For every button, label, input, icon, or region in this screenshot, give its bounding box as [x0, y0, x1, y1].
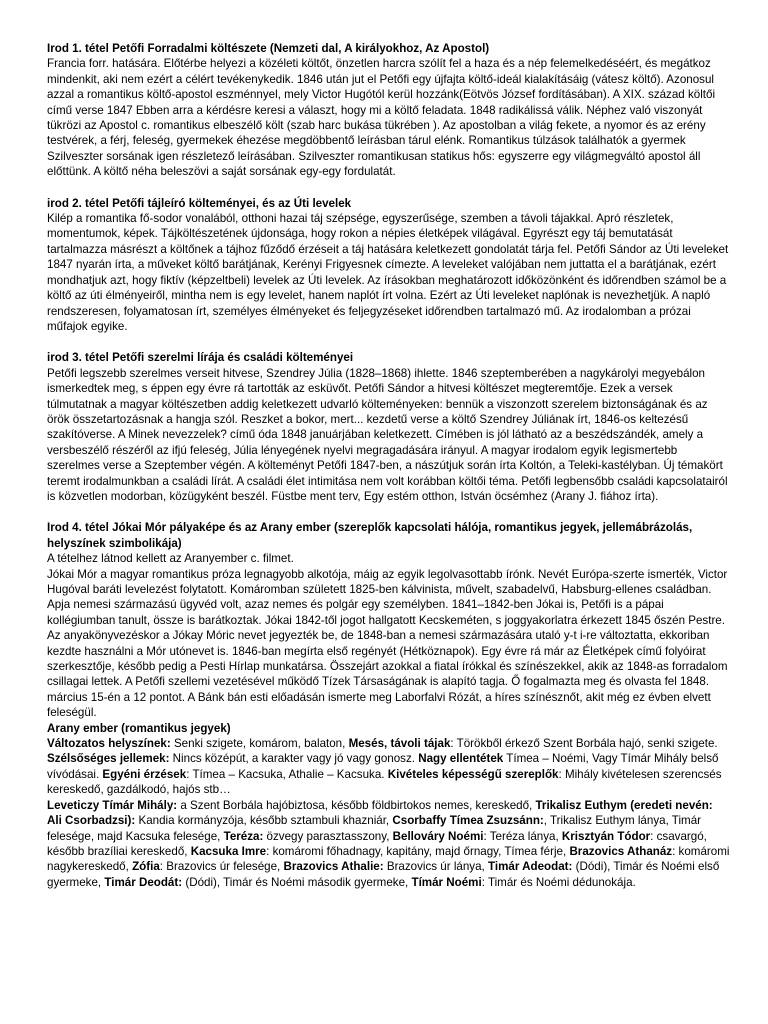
- character-name: Leveticzy Tímár Mihály:: [47, 798, 178, 812]
- section-title: Irod 1. tétel Petőfi Forradalmi költészete (Nemzeti dal, A királyokhoz, Az Apostol): [47, 42, 490, 55]
- section-body: Kilép a romantika fő-sodor vonalából, otthoni hazai táj szépsége, egyszerűsége, szemben a távoli tájakkal. Apró részletek, momentumok, képek. Tájköltészetének újdonsága, hogy rokon a népies életképek világával. Egyrészt egy táj bemutatását tartalmazza másrészt a költőnek a tájhoz fűződő érzéseit a táj hatására keletkezett gondolatát tárja fel. Petőfi Sándor az Úti leveleket 1847 nyarán írta, a műveket költő barátjának, Kerényi Frigyesnek címezte. A leveleket valójában nem juttatta el a barátjának, ezért mondhatjuk azt, hogy fiktív (képzeltbeli) levelek az Úti levelek. Az írásokban meghatározott időközönként és időrendben számol be a költő az úti élményeiről, mintha nem is egy levelet, hanem naplót írt volna. Ezért az Úti leveleket naplónak is nevezhetjük. A napló rendszeresen, folyamatosan írt, személyes élményeket és feljegyzéseket időrendben tartalmazó mű. Az irodalomban a prózai műfajok egyike.: [47, 212, 729, 333]
- character-desc: a Szent Borbála hajóbiztosa, később földbirtokos nemes, kereskedő,: [177, 798, 536, 812]
- section-body: Francia forr. hatására. Előtérbe helyezi a közéleti költőt, önzetlen harcra szólít fel a haza és a nép felemelkedéséért, és megátkoz mindenkit, aki nem ezért a célért tevékenykedik. 1846 után jut el Petőfi egy újfajta költő-ideál kialakításáig (vátesz költő). Azonosul azzal a romantikus költő-apostol eszménnyel, mely Victor Hugótól kerül hozzánk(Eötvös József fordításában). A XIX. század költői című verse 1847 Ebben arra a kérdésre keresi a választ, hogy mi a költő feladata. 1848 radikálissá válik. Néphez való viszonyát tükrözi az Apostol c. romantikus elbeszélő költ (szab harc bukása tükrében ). Az apostolban a világ fekete, a nyomor és az erény testvérek, a férj, feleség, gyermekek éhezése megdöbbentő leírásban tárul elénk. Romantikus túlzások találhatók a gyermek Szilveszter sorsának igen részletező leírásában. Szilveszter romantikusan statikus hős: egyszerre egy világmegváltó apostol áll előttünk. A költő néha beleszövi a saját sorsának egy-egy fordulatát.: [47, 57, 716, 179]
- characters-paragraph: [47, 798, 730, 890]
- character-desc: (Dódi), Timár és Noémi első gyermeke,: [47, 860, 720, 889]
- character-desc: : komáromi főhadnagy, kapitány, majd őrnagy, Tímea férje,: [266, 844, 570, 858]
- character-name: Brazovics Athalie:: [283, 860, 384, 874]
- character-desc: : Brazovics úr felesége,: [159, 860, 284, 874]
- term: Szélsőséges jellemek:: [47, 752, 170, 766]
- character-desc: Kandia kormányzója, később sztambuli khazniár,: [135, 814, 393, 828]
- character-desc: (Dódi), Timár és Noémi második gyermeke,: [182, 875, 412, 889]
- character-name: Bellováry Noémi: [392, 829, 484, 843]
- section-tetel-4: [47, 520, 730, 890]
- section-tetel-2: [47, 196, 730, 335]
- section-title: Irod 4. tétel Jókai Mór pályaképe és az Arany ember (szereplők kapcsolati hálója, romantikus jegyek, jellemábrázolás, helyszínek szimbolikája): [47, 521, 693, 550]
- character-desc: : csavargó, később brazíliai kereskedő,: [47, 829, 707, 858]
- term-text: Nincs középút, a karakter vagy jó vagy gonosz.: [169, 752, 419, 766]
- character-desc: özvegy parasztasszony,: [263, 829, 393, 843]
- term: Változatos helyszínek:: [47, 737, 171, 751]
- term-text: : Tímea – Kacsuka, Athalie – Kacsuka.: [186, 767, 388, 781]
- character-name: Trikalisz Euthym (eredeti nevén: Ali Csorbadzsi):: [47, 798, 713, 828]
- character-desc: Brazovics úr lánya,: [383, 860, 488, 874]
- section-title: irod 2. tétel Petőfi tájleíró költeményei, és az Úti levelek: [47, 196, 352, 210]
- character-name: Teréza:: [223, 829, 264, 843]
- character-name: Zófia: [132, 860, 160, 874]
- character-name: Csorbaffy Tímea Zsuzsánn:: [392, 814, 544, 828]
- character-desc: : komáromi nagykereskedő,: [47, 844, 730, 874]
- character-desc: : Teréza lánya,: [483, 829, 562, 843]
- character-name: Kacsuka Imre: [190, 844, 267, 858]
- term: Nagy ellentétek: [418, 752, 504, 766]
- romantic-features-paragraph: [47, 736, 730, 798]
- section-intro: A tételhez látnod kellett az Aranyember c. filmet.: [47, 552, 294, 566]
- section-tetel-3: [47, 350, 730, 504]
- section-title: irod 3. tétel Petőfi szerelmi lírája és családi költeményei: [47, 351, 354, 365]
- character-name: Timár Adeodat:: [488, 860, 573, 874]
- character-desc: : Timár és Noémi dédunokája.: [481, 875, 636, 889]
- term-text: : Mihály kivételesen szerencsés kereskedő, gazdálkodó, hajós stb…: [47, 767, 722, 797]
- character-name: Krisztyán Tódor: [561, 829, 651, 843]
- term-text: : Törökből érkező Szent Borbála hajó, senki szigete.: [450, 737, 718, 751]
- section-body: Jókai Mór a magyar romantikus próza legnagyobb alkotója, máig az egyik legolvasottabb írónk. Nevét Európa-szerte ismerték, Victor Hugóval baráti levelezést folytatott. Komáromban született 1825-ben kálvinista, művelt, szabadelvű, Habsburg-ellenes családban. Apja nemesi származású ügyvéd volt, azaz nemes és polgár egy személyben. 1841–1842-ben Jókai is, Petőfi is a pápai kollégiumban tanult, össze is barátkoztak. Jókai 1842-től jogot hallgatott Kecskeméten, s joggyakorlatra érkezett 1845 őszén Pestre. Az anyakönyvezéskor a Jókay Móric nevet jegyezték be, de 1848-ban a nemesi származására utaló y-t i-re változtatta, ekkoriban kezdte használni a Mór utónevet is. 1846-ban megírta első regényét (Hétköznapok). Egy évre rá már az Életképek című folyóirat szerkesztője, később pedig a Pesti Hírlap munkatársa. Összejárt azokkal a fiatal írókkal és színészekkel, akik az 1848-as forradalom csillagai lettek. A Petőfi szellemi vezetésével működő Tízek Társaságának is alapító tagja. Ő fogalmazta meg és olvasta fel 1848. március 15-én a 12 pontot. A Bánk bán esti előadásán ismerte meg Laborfalvi Rózát, a híres színésznőt, akit még ez évben elvett feleségül.: [47, 567, 728, 720]
- character-desc: , Trikalisz Euthym lánya, Timár felesége, majd Kacsuka felesége,: [47, 814, 701, 843]
- term: Mesés, távoli tájak: [348, 737, 451, 751]
- term: Egyéni érzések: [102, 767, 187, 781]
- section-body: Petőfi legszebb szerelmes verseit hitvese, Szendrey Júlia (1828–1868) ihlette. 1846 szeptemberében a nagykárolyi megyebálon ismerkedtek meg, s éppen egy évre rá tartották az esküvőt. Petőfi Sándor a hitvesi költészet megteremtője. Ezek a versek túlmutatnak a magyar költészetben addig keletkezett udvarló költeményeken: bennük a viszonzott szerelem biztonságának és az örök összetartozásnak a hangja szól. Reszket a bokor, mert... kezdetű verse a költő Szendrey Júliának írt, 1846-os keltezésű szakítóverse. A Minek nevezzelek? című óda 1848 januárjában keletkezett. Címében is jól látható az a beszédszándék, amely a versbeszélő részéről az ifjú feleség, Júlia lényegének nyelvi megragadására irányul. A magyar irodalom egyik legismertebb szerelmes verse a Szeptember végén. A költeményt Petőfi 1847-ben, a nászútjuk során írta Koltón, a Teleki-kastélyban. Új témakört teremt irodalmunkban a családi lírát. A családi élet intimitása nem volt korábban költői téma. Petőfi legbensőbb családi kapcsolatairól is közvetlen modorban, közügyként beszél. Füstbe ment terv, Egy estém otthon, István öcsémhez (Arany J. fiához írta).: [47, 366, 728, 503]
- subsection-title: Arany ember (romantikus jegyek): [47, 721, 231, 735]
- character-name: Tímár Noémi: [411, 875, 482, 889]
- character-name: Brazovics Athanáz: [569, 844, 673, 858]
- term-text: Tímea – Noémi, Vagy Tímár Mihály belső vívódásai.: [47, 752, 719, 781]
- term: Kivételes képességű szereplők: [387, 767, 559, 781]
- term-text: Senki szigete, komárom, balaton,: [170, 737, 349, 751]
- section-tetel-1: [47, 41, 730, 180]
- character-name: Timár Deodát:: [104, 875, 183, 889]
